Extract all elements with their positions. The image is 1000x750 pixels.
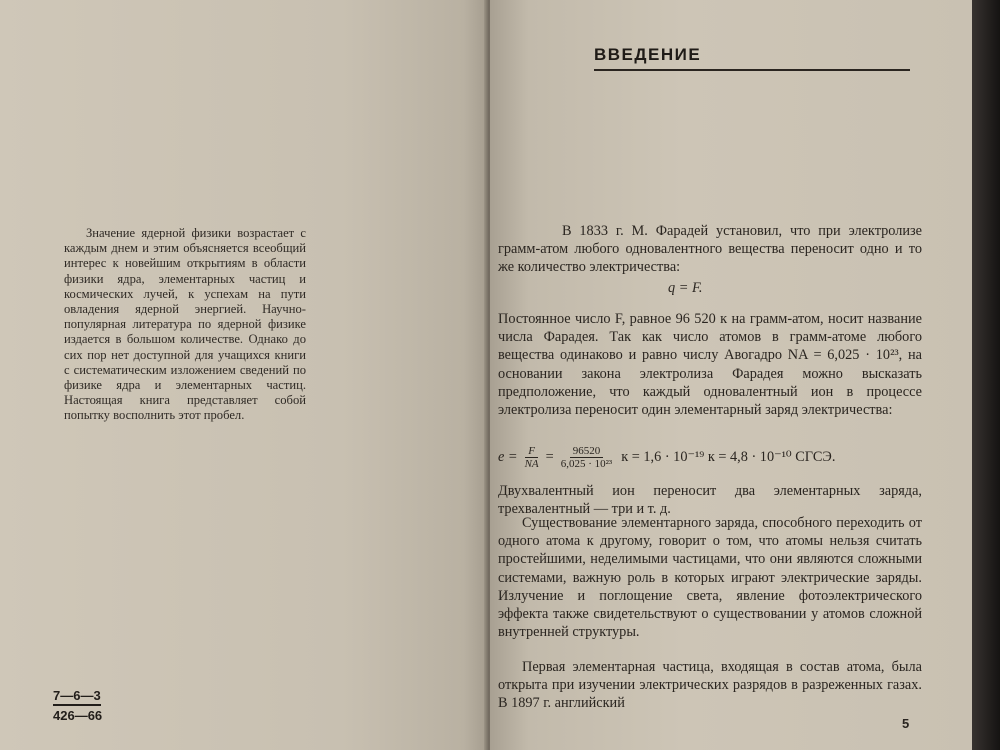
heading-rule: [594, 69, 910, 71]
paragraph-4: Существование элементарного заряда, способного переходить от одного атома к другому, говорит о том, что атомы нельзя считать простейшими, неделимыми частицами, что они являются сложными системами, важную роль в которых играют электрические заряды. Излучение и поглощение света, явление фотоэлектрического эффекта также свидетельствуют о существовании у атомов сложной внутренней структуры.: [498, 515, 922, 641]
fraction-2: [558, 445, 616, 470]
publication-code: [53, 688, 102, 723]
chapter-heading: ВВЕДЕНИЕ: [594, 45, 702, 64]
paragraph-5: Первая элементарная частица, входящая в состав атома, была открыта при изучении электрических разрядов в разреженных газах. В 1897 г. английский: [498, 659, 922, 712]
fraction-1-denominator: NA: [524, 457, 539, 470]
fraction-1: [522, 445, 542, 470]
paragraph-2: Постоянное число F, равное 96 520 к на грамм-атом, носит название числа Фарадея. Так как число атомов в грамм-атоме любого вещества одинаково и равно числу Авогадро NA = 6,025 · 10²³, на основании закона электролиза Фарадея можно высказать предположение, что каждый одновалентный ион в процессе электролиза переносит один элементарный заряд электричества:: [498, 311, 922, 419]
fraction-1-numerator: F: [525, 445, 538, 458]
equation-2-equals: =: [545, 448, 554, 465]
paragraph-3: Двухвалентный ион переносит два элементарных заряда, трехвалентный — три и т. д.: [498, 483, 922, 518]
book-abstract: Значение ядерной физики возрастает с каждым днем и этим объясняется всеобщий интерес к новейшим открытиям в области физики ядра, элементарных частиц и космических лучей, к успехам на пути овладения ядерной энергией. Научно-популярная литература по ядерной физике издается в большом количестве. Однако до сих пор нет доступной для учащихся книги с систематическим изложением сведений по физике ядра и элементарных частиц. Настоящая книга представляет собой попытку восполнить этот пробел.: [64, 226, 306, 423]
publication-code-top: 7—6—3: [53, 688, 101, 706]
equation-1: q = F.: [668, 280, 703, 296]
background-edge: [970, 0, 1000, 750]
equation-2-rest: к = 1,6 · 10⁻¹⁹ к = 4,8 · 10⁻¹⁰ СГСЭ.: [621, 448, 836, 465]
fraction-2-numerator: 96520: [570, 445, 604, 458]
publication-code-bottom: 426—66: [53, 708, 103, 723]
equation-2: [498, 442, 928, 472]
page-number: 5: [902, 716, 910, 731]
fraction-2-denominator: 6,025 · 10²³: [560, 457, 613, 470]
equation-2-lhs: e =: [498, 448, 518, 465]
paragraph-1: В 1833 г. М. Фарадей установил, что при электролизе грамм-атом любого одновалентного вещества переносит одно и то же количество электричества:: [498, 223, 922, 276]
